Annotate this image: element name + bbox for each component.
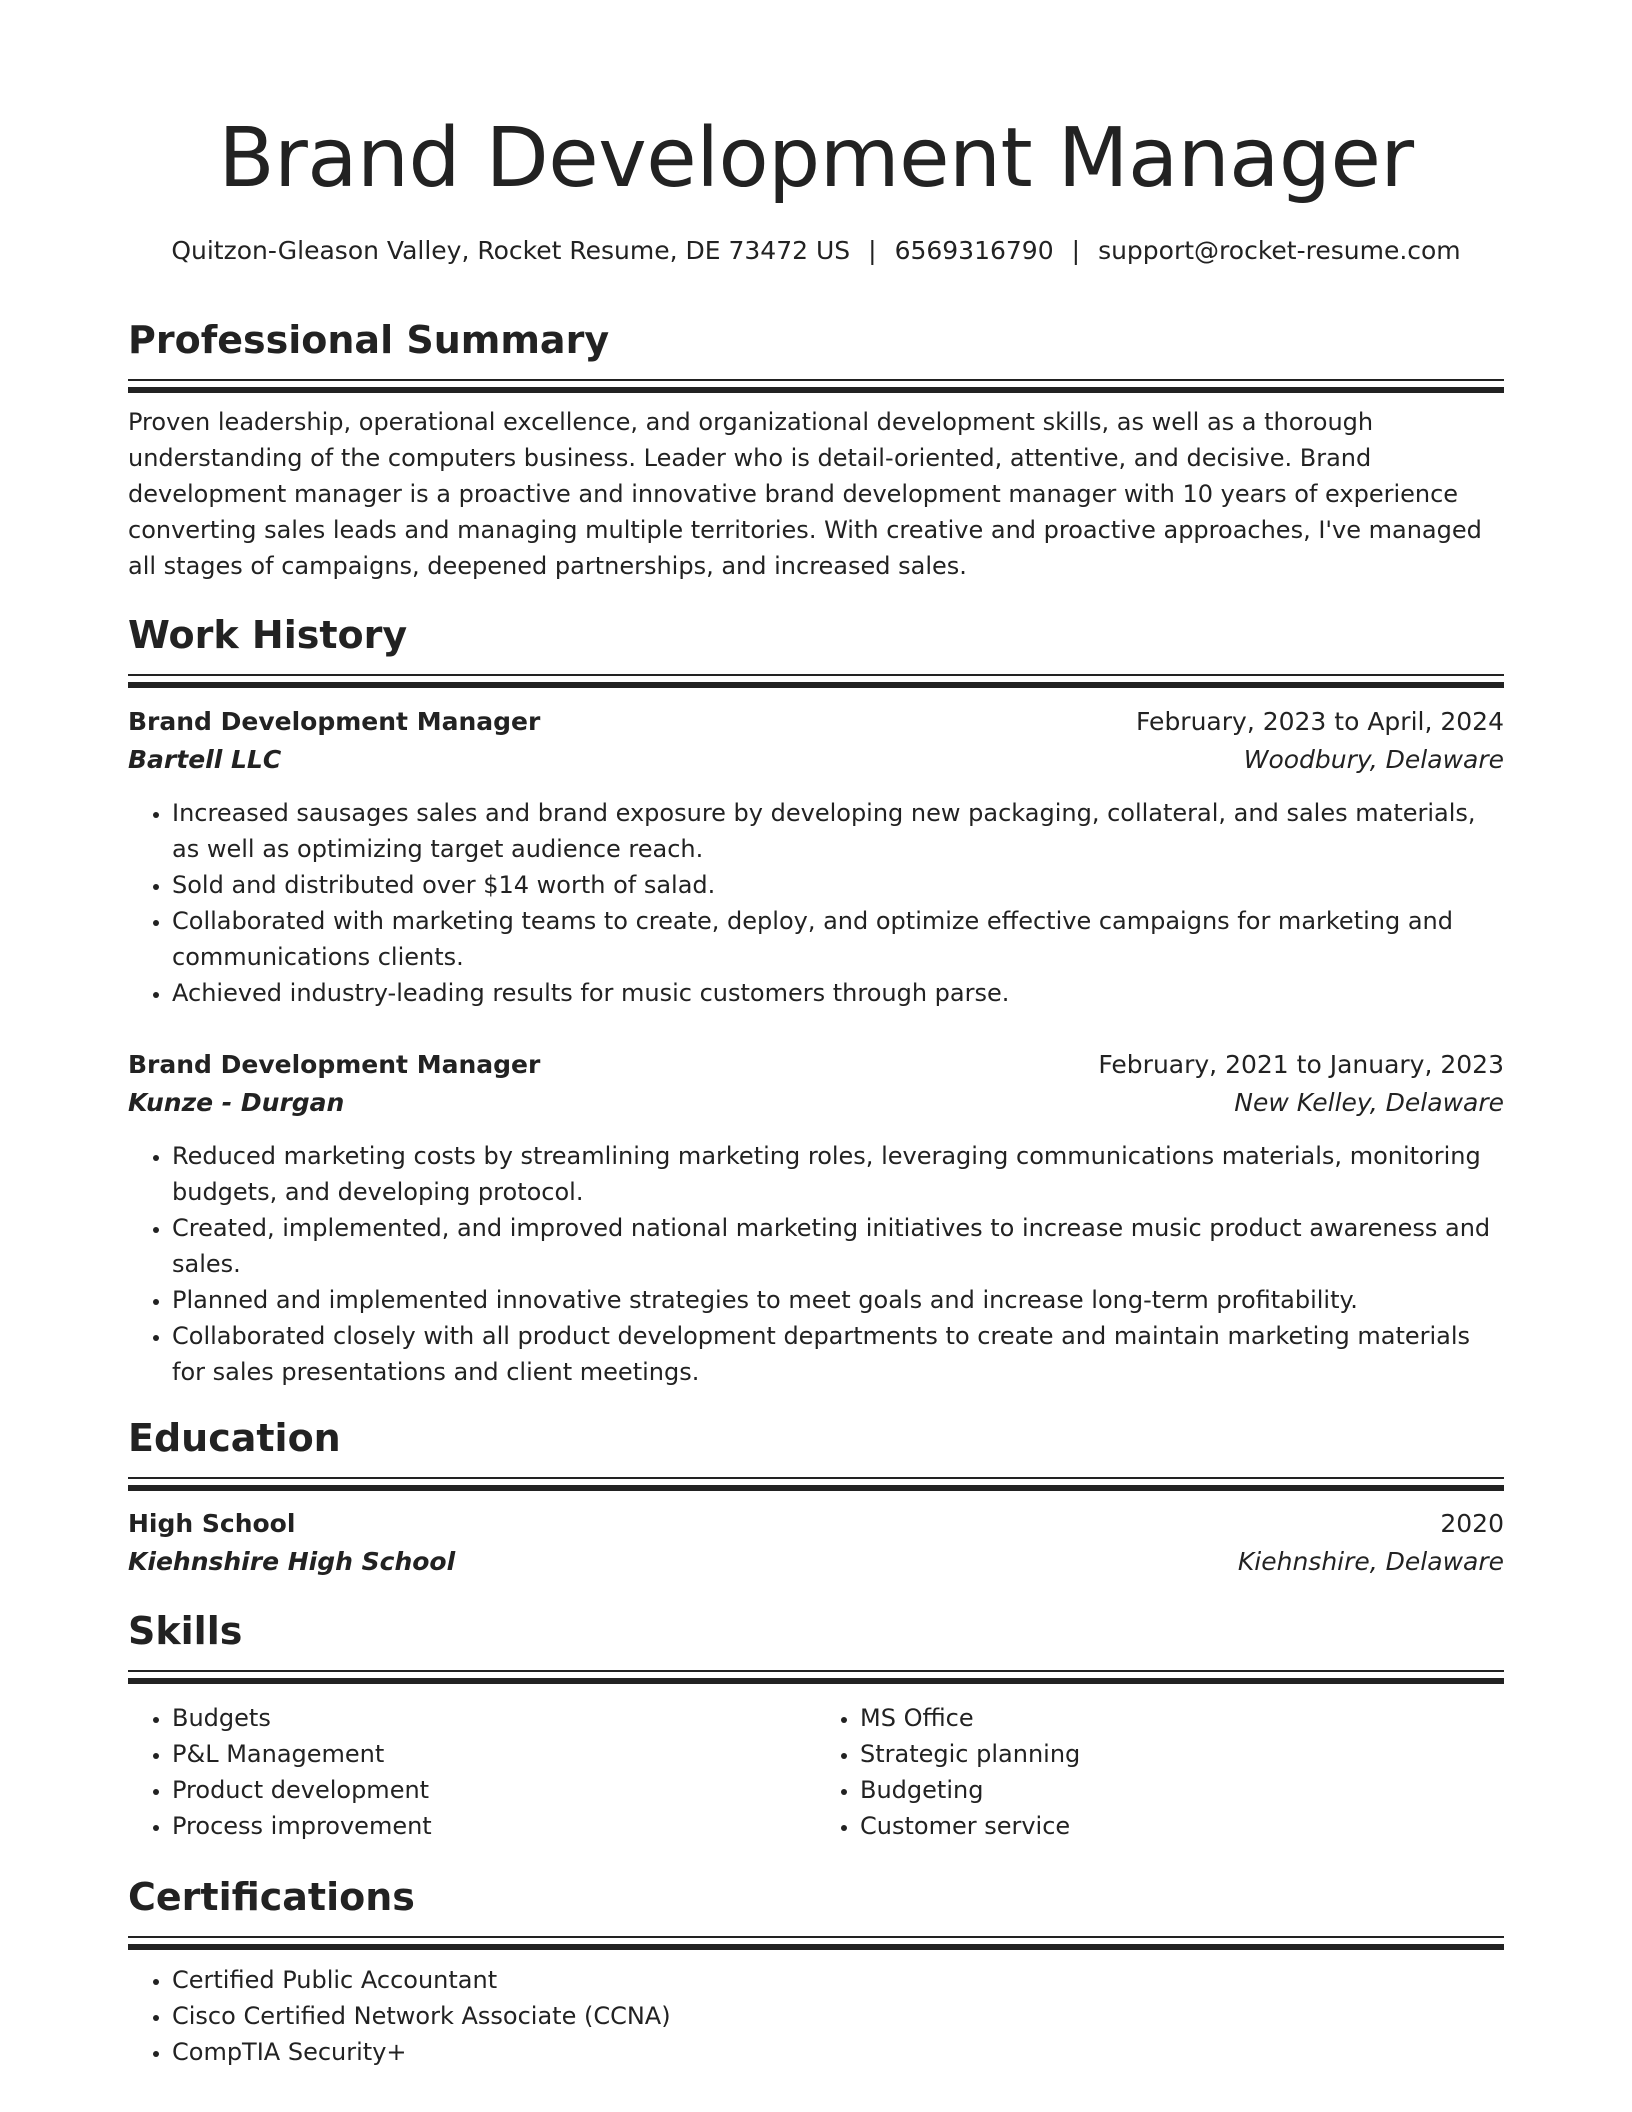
list-item: • Collaborated with marketing teams to create, deploy, and optimize effective campaigns for marketing and communications clients. [172,903,1504,975]
list-item: • Increased sausages sales and brand exposure by developing new packaging, collateral, and sales materials, as well as optimizing target audience reach. [172,795,1504,867]
education-year: 2020 [1440,1509,1504,1538]
school-location: Kiehnshire, Delaware [1237,1547,1504,1576]
summary-text: Proven leadership, operational excellence, and organizational development skills, as well as a thorough understanding of the computers business. Leader who is detail-oriented, attentive, and decisive. Brand development manager is a proactive and innovative brand development manager with 10 years of experience converting sales leads and managing multiple territories. With creative and proactive approaches, I've managed all stages of campaigns, deepened partnerships, and increased sales. [128,408,1482,580]
skills-list-right [816,1700,1504,1844]
skill-item: • Budgets [172,1700,816,1736]
job-company: Kunze - Durgan [128,1088,345,1117]
skills-section [128,1609,1504,1840]
job-dates: February, 2021 to January, 2023 [1098,1050,1504,1079]
contact-email[interactable]: support@rocket-resume.com [1098,236,1461,265]
job-title: Brand Development Manager [128,1050,541,1079]
skills-columns [128,1700,1504,1844]
certification-item: • Cisco Certified Network Associate (CCNA) [172,1998,1504,2034]
contact-line [128,238,1504,263]
contact-phone: 6569316790 [894,236,1054,265]
section-divider [128,674,1504,688]
section-title: Certifications [128,1875,415,1919]
job-title: Brand Development Manager [128,707,541,736]
list-item: • Collaborated closely with all product development departments to create and maintain marketing materials for sales presentations and client meetings. [172,1318,1504,1390]
job-dates: February, 2023 to April, 2024 [1136,707,1504,736]
summary-section [128,318,1504,580]
degree: High School [128,1509,296,1538]
job-bullets [128,795,1504,1011]
education-section [128,1416,1504,1576]
job-bullets [128,1138,1504,1390]
certifications-section [128,1875,1504,2066]
job-company: Bartell LLC [128,745,282,774]
certification-item: • Certified Public Accountant [172,1962,1504,1998]
resume-page [128,0,1504,2066]
contact-separator: | [1071,236,1081,265]
section-divider [128,1477,1504,1491]
contact-separator: | [868,236,877,265]
section-divider [128,1936,1504,1950]
skill-item: • Process improvement [172,1808,816,1844]
section-title: Professional Summary [128,318,610,362]
certifications-list [128,1962,1504,2070]
job-location: Woodbury, Delaware [1243,745,1504,774]
list-item: • Planned and implemented innovative strategies to meet goals and increase long-term profitability. [172,1282,1504,1318]
section-title: Education [128,1416,341,1460]
skill-item: • P&L Management [172,1736,816,1772]
skill-item: • Strategic planning [860,1736,1504,1772]
job-location: New Kelley, Delaware [1234,1088,1504,1117]
section-title: Work History [128,613,408,657]
work-section [128,613,1504,1386]
list-item: • Sold and distributed over $14 worth of salad. [172,867,1504,903]
skills-list-left [128,1700,816,1844]
skill-item: • Product development [172,1772,816,1808]
list-item: • Achieved industry-leading results for music customers through parse. [172,975,1504,1011]
resume-name: Brand Development Manager [218,111,1414,206]
section-divider [128,1670,1504,1684]
contact-address: Quitzon-Gleason Valley, Rocket Resume, DE 73472 US [171,236,851,265]
school-name: Kiehnshire High School [128,1547,456,1576]
education-entry [128,1505,1504,1581]
skill-item: • Customer service [860,1808,1504,1844]
skill-item: • MS Office [860,1700,1504,1736]
job-entry [128,703,1504,1011]
section-divider [128,379,1504,393]
section-title: Skills [128,1609,243,1653]
job-entry [128,1046,1504,1390]
skill-item: • Budgeting [860,1772,1504,1808]
certification-item: • CompTIA Security+ [172,2034,1504,2070]
list-item: • Reduced marketing costs by streamlining marketing roles, leveraging communications materials, monitoring budgets, and developing protocol. [172,1138,1504,1210]
list-item: • Created, implemented, and improved national marketing initiatives to increase music product awareness and sales. [172,1210,1504,1282]
